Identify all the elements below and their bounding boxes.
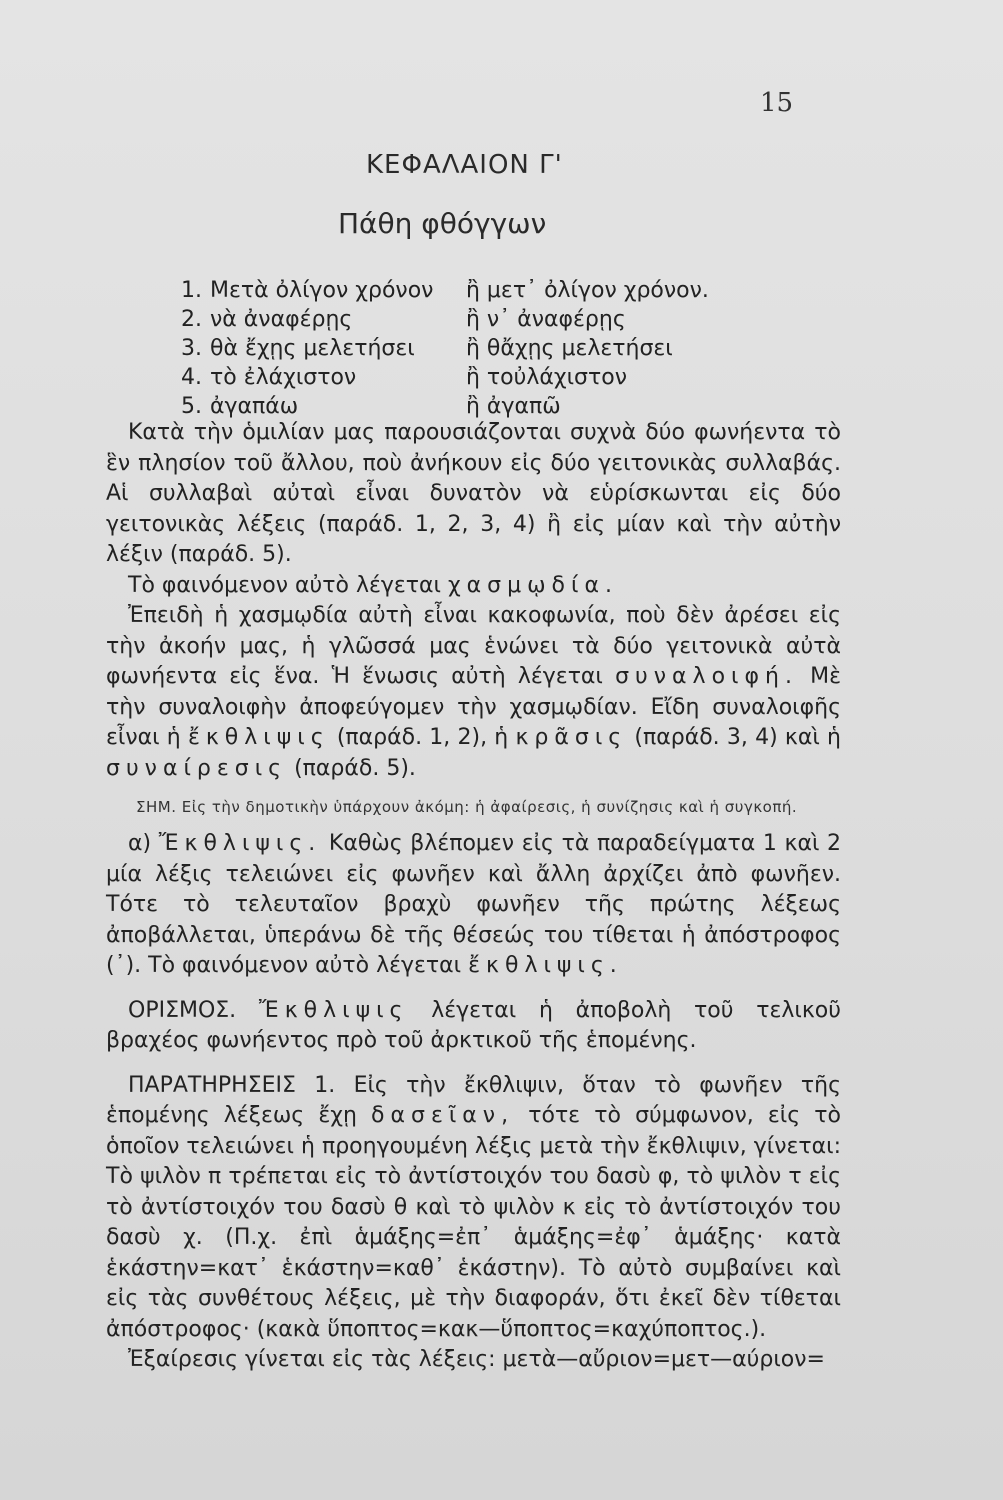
page-number: 15 bbox=[760, 88, 794, 118]
example-number: 2. bbox=[181, 307, 202, 332]
example-number: 3. bbox=[181, 336, 202, 361]
term-rough-breathing: δασεῖαν, bbox=[371, 1103, 515, 1128]
paragraph-elision bbox=[106, 829, 841, 982]
term-elision-heading: Ἔκθλιψις. bbox=[158, 831, 322, 856]
text-span: τότε τὸ σύμφωνον, εἰς τὸ ὁποῖον τελειώνει ἡ προηγουμένη λέξις μετὰ τὴν ἔκθλιψιν, γίνεται: Τὸ ψιλὸν π τρέπεται εἰς τὸ ἀντίστοιχόν του δασὺ φ, τὸ ψιλὸν τ εἰς τὸ ἀντίστοιχόν του δασὺ θ καὶ τὸ ψιλὸν κ εἰς τὸ ἀντίστοιχόν του δασὺ χ. (Π.χ. ἐπὶ ἁμάξης=ἐπ᾽ ἁμάξης=ἐφ᾽ ἁμάξης· κατὰ ἑκάστην=κατ᾽ ἑκάστην=καθ᾽ ἑκάστην). Τὸ αὐτὸ συμβαίνει καὶ εἰς τὰς συνθέτους λέξεις, μὲ τὴν διαφοράν, ὅτι ἐκεῖ δὲν τίθεται ἀπόστροφος· (κακὰ ὕποπτος=κακ—ὕποπτος=καχύποπτος.). bbox=[106, 1103, 841, 1342]
term-synaeresis: συναίρεσις bbox=[106, 755, 288, 781]
examples-list bbox=[168, 276, 728, 421]
example-number: 4. bbox=[181, 365, 202, 390]
example-variant: ἢ θἄχῃς μελετήσει bbox=[466, 336, 673, 361]
example-original: τὸ ἐλάχιστον bbox=[210, 365, 357, 390]
term-elision: ἔκθλιψις. bbox=[468, 953, 623, 978]
term-elision: Ἔκθλιψις bbox=[258, 997, 409, 1023]
text-span: Εἰς τὴν ἔκθλιψιν, ὅταν τὸ φωνῆεν τῆς ἑπομένης λέξεως ἔχῃ bbox=[106, 1072, 841, 1128]
text-span: Τὸ φαινόμενον αὐτὸ λέγεται bbox=[128, 572, 441, 598]
paragraph-hiatus bbox=[106, 571, 841, 602]
example-original: Μετὰ ὀλίγον χρόνον bbox=[210, 278, 434, 303]
example-row bbox=[168, 334, 728, 363]
example-variant: ἢ μετ᾽ ὀλίγον χρόνον. bbox=[466, 278, 709, 303]
example-row bbox=[168, 392, 728, 421]
text-span: (παράδ. 1, 2), ἡ bbox=[336, 725, 509, 750]
example-number: 5. bbox=[181, 394, 202, 419]
paragraph-definition bbox=[106, 996, 841, 1057]
text-span: (παράδ. 5). bbox=[294, 755, 416, 781]
example-original: θὰ ἔχῃς μελετήσει bbox=[210, 336, 415, 361]
observations-label: ΠΑΡΑΤΗΡΗΣΕΙΣ 1. bbox=[128, 1072, 336, 1098]
term-hiatus: χασμῳδία. bbox=[447, 572, 618, 598]
term-elision: ἔκθλιψις bbox=[187, 725, 330, 750]
example-variant: ἢ ν᾽ ἀναφέρῃς bbox=[466, 307, 626, 332]
example-row bbox=[168, 363, 728, 392]
text-span: (παράδ. 3, 4) καὶ ἡ bbox=[634, 725, 841, 750]
example-original: ἀγαπάω bbox=[210, 394, 299, 419]
paragraph-observations bbox=[106, 1071, 841, 1346]
section-label: α) bbox=[128, 831, 152, 856]
text-span: Καθὼς βλέπομεν εἰς τὰ παραδείγματα 1 καὶ 2 μία λέξις τελειώνει εἰς φωνῆεν καὶ ἄλλη ἀρχίζει ἀπὸ φωνῆεν. Τότε τὸ τελευταῖον βραχὺ φωνῆεν τῆς πρώτης λέξεως ἀποβάλλεται, ὑπεράνω δὲ τῆς θέσεώς του τίθεται ἡ ἀπόστροφος (᾽). Τὸ φαινόμενον αὐτὸ λέγεται bbox=[106, 831, 842, 978]
note: ΣΗΜ. Εἰς τὴν δημοτικὴν ὑπάρχουν ἀκόμη: ἡ ἀφαίρεσις, ἡ συνίζησις καὶ ἡ συγκοπή. bbox=[136, 798, 798, 816]
term-synalepha: συναλοιφή. bbox=[615, 664, 798, 689]
example-number: 1. bbox=[181, 278, 202, 303]
example-row bbox=[168, 305, 728, 334]
paragraph-synalepha bbox=[106, 601, 841, 784]
term-crasis: κρᾶσις bbox=[515, 725, 628, 750]
example-original: νὰ ἀναφέρῃς bbox=[210, 307, 353, 332]
paragraph-intro: Κατὰ τὴν ὁμιλίαν μας παρουσιάζονται συχνὰ δύο φωνήεντα τὸ ἓν πλησίον τοῦ ἄλλου, ποὺ ἀνήκουν εἰς δύο γειτονικὰς συλλαβάς. Αἱ συλλαβαὶ αὐταὶ εἶναι δυνατὸν νὰ εὑρίσκωνται εἰς δύο γειτονικὰς λέξεις (παράδ. 1, 2, 3, 4) ἢ εἰς μίαν καὶ τὴν αὐτὴν λέξιν (παράδ. 5). bbox=[106, 420, 841, 567]
text-span: Ἐπειδὴ ἡ χασμῳδία αὐτὴ εἶναι κακοφωνία, ποὺ δὲν ἀρέσει εἰς τὴν ἀκοήν μας, ἡ γλῶσσά μας ἑνώνει τὰ δύο γειτονικὰ αὐτὰ φωνήεντα εἰς ἕνα. Ἡ ἕνωσις αὐτὴ λέγεται bbox=[106, 603, 841, 689]
example-variant: ἢ τοὐλάχιστον bbox=[466, 365, 627, 390]
text-span: Μὲ τὴν συναλοιφὴν ἀποφεύγομεν τὴν χασμῳδίαν. Εἴδη συναλοιφῆς εἶναι ἡ bbox=[106, 664, 842, 750]
chapter-title: ΚΕΦΑΛΑΙΟΝ Γ' bbox=[366, 150, 563, 180]
paragraph-exception: Ἐξαίρεσις γίνεται εἰς τὰς λέξεις: μετὰ—αὔριον=μετ—αύριον= bbox=[128, 1347, 825, 1372]
text-span: λέγεται ἡ ἀποβολὴ τοῦ τελικοῦ βραχέος φωνήεντος πρὸ τοῦ ἀρκτικοῦ τῆς ἑπομένης. bbox=[106, 997, 841, 1053]
body-text bbox=[106, 418, 841, 1376]
example-row bbox=[168, 276, 728, 305]
section-title: Πάθη φθόγγων bbox=[338, 207, 547, 240]
definition-label: ΟΡΙΣΜΟΣ. bbox=[128, 997, 237, 1023]
example-variant: ἢ ἀγαπῶ bbox=[466, 394, 561, 419]
